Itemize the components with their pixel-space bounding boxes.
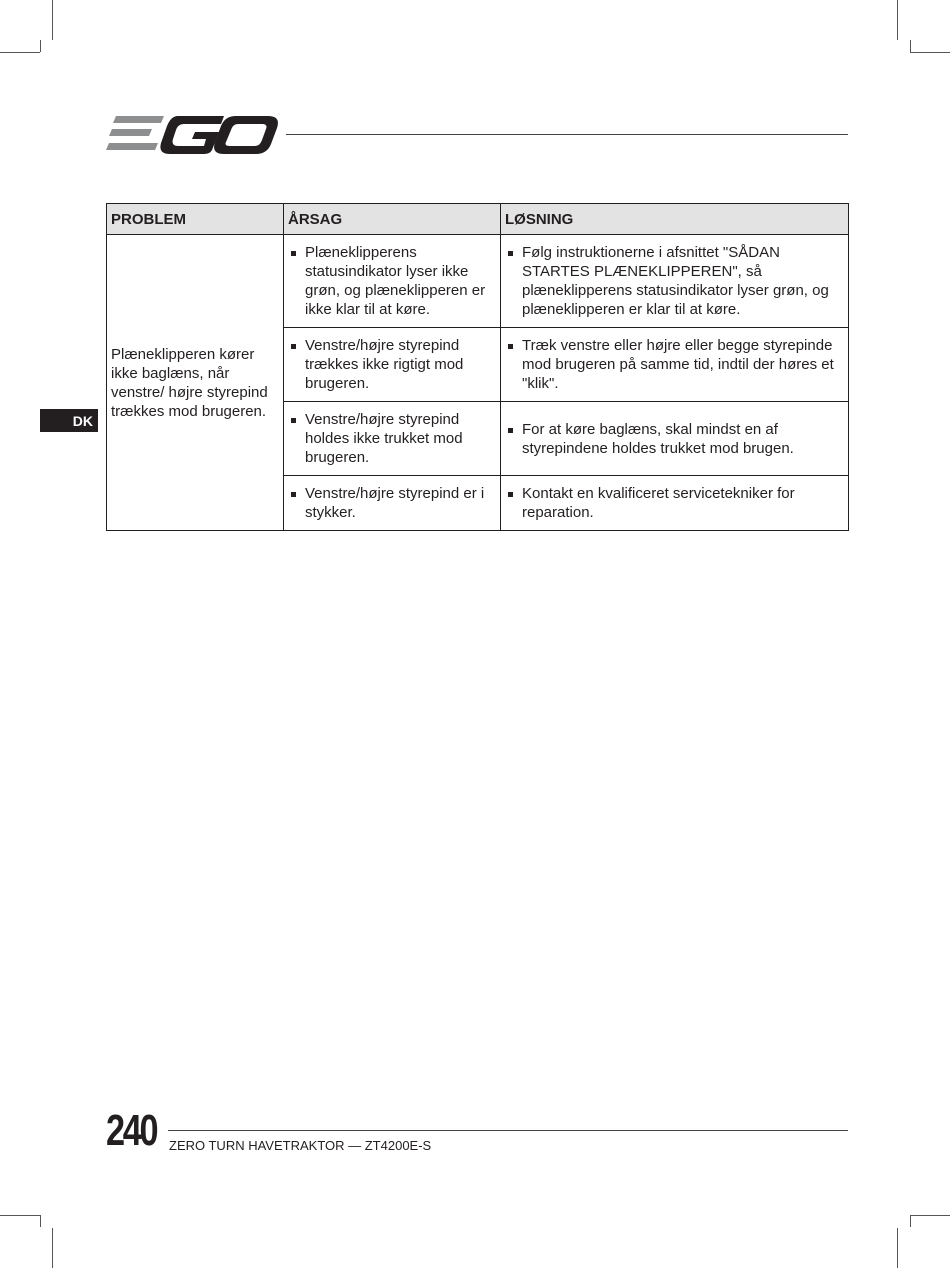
bullet-icon [291, 418, 296, 423]
bullet-icon [508, 344, 513, 349]
cause-cell [284, 328, 501, 402]
crop-mark [0, 52, 40, 53]
problem-cell: Plæneklipperen kører ikke baglæns, når venstre/ højre styrepind trækkes mod brugeren. [107, 235, 284, 531]
crop-mark [897, 1228, 898, 1268]
crop-mark [0, 1215, 40, 1216]
bullet-icon [508, 428, 513, 433]
footer-rule [168, 1130, 848, 1131]
solution-text: Træk venstre eller højre eller begge styrepinde mod brugeren på samme tid, indtil der høres et "klik". [522, 337, 834, 392]
crop-mark [910, 40, 911, 52]
header-rule [286, 134, 848, 135]
cause-cell [284, 402, 501, 476]
language-tab: DK [40, 409, 98, 432]
bullet-icon [291, 492, 296, 497]
solution-text: Følg instruktionerne i afsnittet "SÅDAN STARTES PLÆNEKLIPPEREN", så plæneklipperens statusindikator lyser grøn, og plæneklipperen er klar til at køre. [522, 244, 829, 318]
crop-mark [40, 40, 41, 52]
solution-cell [501, 328, 849, 402]
bullet-icon [291, 251, 296, 256]
crop-mark [910, 1215, 950, 1216]
cause-text: Venstre/højre styrepind trækkes ikke rigtigt mod brugeren. [305, 337, 464, 392]
crop-mark [897, 0, 898, 40]
cause-text: Plæneklipperens statusindikator lyser ikke grøn, og plæneklipperen er ikke klar til at køre. [305, 244, 486, 318]
solution-text: For at køre baglæns, skal mindst en af styrepindene holdes trukket mod brugen. [522, 420, 794, 457]
cause-text: Venstre/højre styrepind holdes ikke trukket mod brugeren. [305, 411, 463, 466]
crop-mark [40, 1215, 41, 1227]
crop-mark [910, 52, 950, 53]
header-problem: PROBLEM [107, 204, 284, 235]
solution-text: Kontakt en kvalificeret servicetekniker for reparation. [522, 485, 795, 521]
crop-mark [52, 1228, 53, 1268]
crop-mark [52, 0, 53, 40]
solution-cell [501, 235, 849, 328]
solution-cell [501, 402, 849, 476]
bullet-icon [291, 344, 296, 349]
bullet-icon [508, 251, 513, 256]
cause-cell [284, 235, 501, 328]
cause-cell [284, 476, 501, 531]
header-cause: ÅRSAG [284, 204, 501, 235]
table-row [107, 235, 849, 328]
crop-mark [910, 1215, 911, 1227]
footer-title: ZERO TURN HAVETRAKTOR — ZT4200E-S [169, 1138, 432, 1153]
ego-logo [106, 112, 278, 156]
table-header-row [107, 204, 849, 235]
page-number: 240 [106, 1106, 157, 1155]
bullet-icon [508, 492, 513, 497]
solution-cell [501, 476, 849, 531]
troubleshooting-table [106, 203, 849, 531]
cause-text: Venstre/højre styrepind er i stykker. [305, 485, 485, 521]
header-solution: LØSNING [501, 204, 849, 235]
